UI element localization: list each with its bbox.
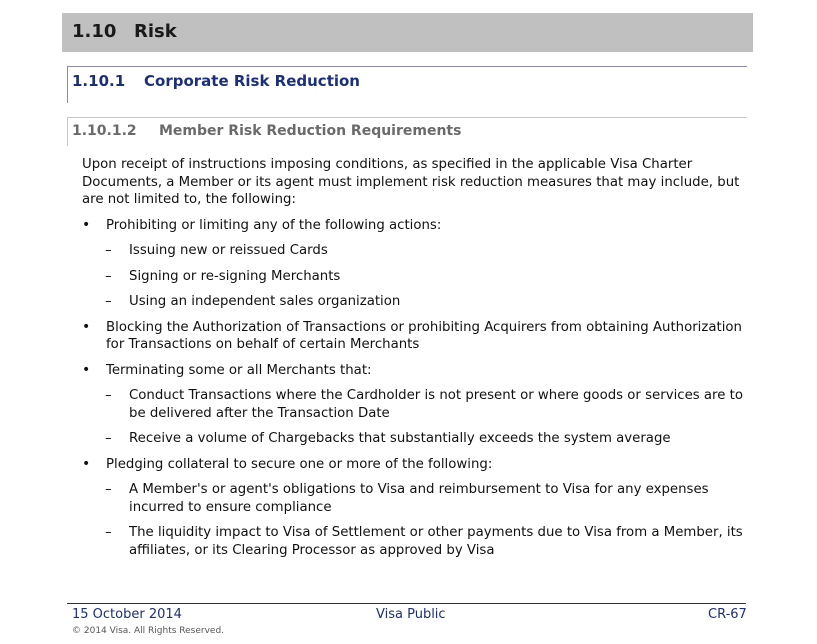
subsection-title: Corporate Risk Reduction (144, 72, 360, 90)
sub-bullet-text: A Member's or agent's obligations to Visa and reimbursement to Visa for any expenses incurred to ensure compliance (129, 482, 709, 515)
footer-classification: Visa Public (376, 607, 446, 622)
sub-bullet-text: Using an independent sales organization (129, 294, 401, 309)
footer-date: 15 October 2014 (72, 607, 182, 622)
bullet-text: Pledging collateral to secure one or more of the following: (106, 456, 493, 472)
sub-bullet-item (82, 524, 752, 559)
dash-marker: – (105, 294, 112, 309)
footer-rule (67, 603, 746, 604)
bullet-text: Terminating some or all Merchants that: (106, 362, 372, 378)
footer-page-number: CR-67 (708, 607, 747, 622)
bullet-marker: • (82, 318, 91, 335)
intro-paragraph: Upon receipt of instructions imposing conditions, as specified in the applicable Visa Charter Documents, a Member or its agent must implement risk reduction measures that may include, but are not limited to, the following: (82, 157, 740, 207)
dash-marker: – (105, 388, 112, 403)
dash-marker: – (105, 268, 112, 284)
dash-marker: – (105, 431, 112, 446)
dash-marker: – (105, 482, 112, 497)
sub-bullet-item (82, 293, 752, 311)
bullet-marker: • (82, 455, 91, 472)
bullet-text: Blocking the Authorization of Transactions or prohibiting Acquirers from obtaining Authorization for Transactions on behalf of certain Merchants (106, 319, 742, 352)
dash-marker: – (105, 525, 112, 540)
bullet-item (82, 217, 752, 235)
subsubsection-heading (67, 117, 747, 146)
bullet-text: Prohibiting or limiting any of the following actions: (106, 217, 442, 233)
footer-copyright: © 2014 Visa. All Rights Reserved. (72, 626, 225, 636)
bullet-item (82, 362, 752, 380)
sub-bullet-text: Receive a volume of Chargebacks that substantially exceeds the system average (129, 431, 671, 446)
sub-bullet-item (82, 430, 752, 448)
sub-bullet-item (82, 387, 752, 422)
bullet-marker: • (82, 361, 91, 378)
sub-bullet-text: Signing or re-signing Merchants (129, 268, 341, 284)
sub-bullet-item (82, 268, 752, 286)
body-content (82, 156, 752, 559)
bullet-item (82, 456, 752, 474)
bullet-marker: • (82, 216, 91, 233)
sub-bullet-text: Issuing new or reissued Cards (129, 243, 328, 258)
sub-bullet-item (82, 242, 752, 260)
subsection-number: 1.10.1 (72, 72, 126, 90)
sub-bullet-text: The liquidity impact to Visa of Settlement or other payments due to Visa from a Member, its affiliates, or its Clearing Processor as approved by Visa (129, 525, 743, 558)
bullet-item (82, 319, 752, 354)
section-title: Risk (134, 21, 177, 42)
subsubsection-number: 1.10.1.2 (72, 123, 137, 139)
sub-bullet-text: Conduct Transactions where the Cardholder is not present or where goods or services are to be delivered after the Transaction Date (129, 388, 743, 421)
sub-bullet-item (82, 481, 752, 516)
subsection-heading (67, 66, 747, 103)
section-number: 1.10 (72, 21, 117, 42)
subsubsection-title: Member Risk Reduction Requirements (159, 123, 462, 139)
section-heading-bar (62, 13, 753, 52)
dash-marker: – (105, 243, 112, 258)
